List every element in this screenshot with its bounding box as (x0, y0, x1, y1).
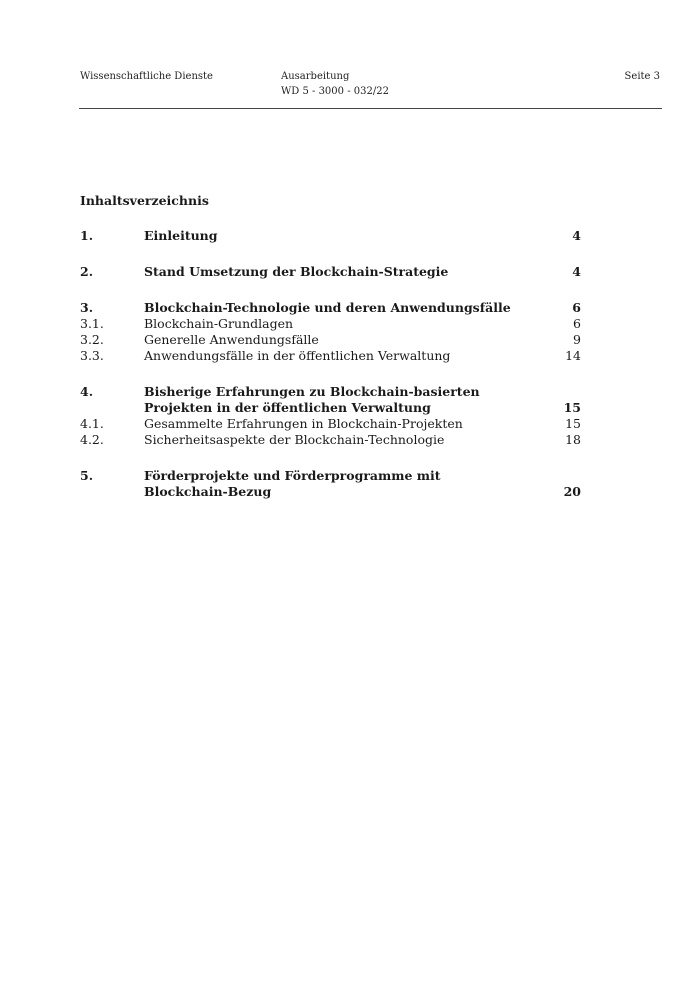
header-doc-number: WD 5 - 3000 - 032/22 (281, 86, 389, 97)
toc-entry-number: 3.3. (80, 348, 104, 363)
header-page-number: Seite 3 (624, 71, 660, 82)
toc-entry-page: 14 (565, 348, 581, 363)
toc-entry-title: Gesammelte Erfahrungen in Blockchain-Projekten (144, 416, 463, 431)
toc-entry-number: 2. (80, 264, 94, 279)
toc-entry-title: Einleitung (144, 228, 218, 243)
toc-entry-page: 18 (565, 432, 581, 447)
toc-entry-3-2[interactable] (80, 332, 581, 348)
toc-entry-number: 3.1. (80, 316, 104, 331)
toc-entry-1[interactable] (80, 228, 581, 244)
toc-title: Inhaltsverzeichnis (80, 193, 209, 208)
toc-entry-page: 9 (573, 332, 581, 347)
toc-entry-page: 6 (573, 316, 581, 331)
toc-entry-number: 5. (80, 468, 94, 483)
toc-entry-number: 3.2. (80, 332, 104, 347)
toc-entry-4-2[interactable] (80, 432, 581, 448)
toc-entry-page: 4 (572, 228, 581, 243)
toc-entry-page: 6 (572, 300, 581, 315)
toc-entry-5[interactable] (80, 468, 581, 500)
toc-entry-title: Bisherige Erfahrungen zu Blockchain-basierten Projekten in der öffentlichen Verwaltung (144, 384, 480, 415)
toc-entry-number: 3. (80, 300, 94, 315)
toc-entry-title: Generelle Anwendungsfälle (144, 332, 319, 347)
toc-entry-3-3[interactable] (80, 348, 581, 364)
toc-entry-page: 4 (572, 264, 581, 279)
toc-entry-title: Anwendungsfälle in der öffentlichen Verwaltung (144, 348, 451, 363)
toc-entry-number: 1. (80, 228, 94, 243)
toc-entry-3[interactable] (80, 300, 581, 316)
toc-entry-title: Förderprojekte und Förderprogramme mit Blockchain-Bezug (144, 468, 441, 499)
toc-entry-title: Sicherheitsaspekte der Blockchain-Technologie (144, 432, 445, 447)
toc-entry-2[interactable] (80, 264, 581, 280)
toc-entry-4-1[interactable] (80, 416, 581, 432)
toc-entry-title: Stand Umsetzung der Blockchain-Strategie (144, 264, 449, 279)
table-of-contents (80, 228, 581, 500)
toc-entry-number: 4. (80, 384, 94, 399)
toc-entry-page: 15 (563, 400, 581, 415)
toc-entry-number: 4.1. (80, 416, 104, 431)
toc-entry-page: 15 (565, 416, 581, 431)
header-organization: Wissenschaftliche Dienste (80, 71, 213, 82)
toc-entry-title: Blockchain-Technologie und deren Anwendungsfälle (144, 300, 511, 315)
header-document-info (281, 69, 389, 99)
header-divider (79, 108, 662, 109)
header-doc-type: Ausarbeitung (281, 71, 350, 82)
toc-entry-3-1[interactable] (80, 316, 581, 332)
toc-entry-4[interactable] (80, 384, 581, 416)
toc-entry-title: Blockchain-Grundlagen (144, 316, 294, 331)
toc-entry-number: 4.2. (80, 432, 104, 447)
toc-entry-page: 20 (563, 484, 581, 499)
